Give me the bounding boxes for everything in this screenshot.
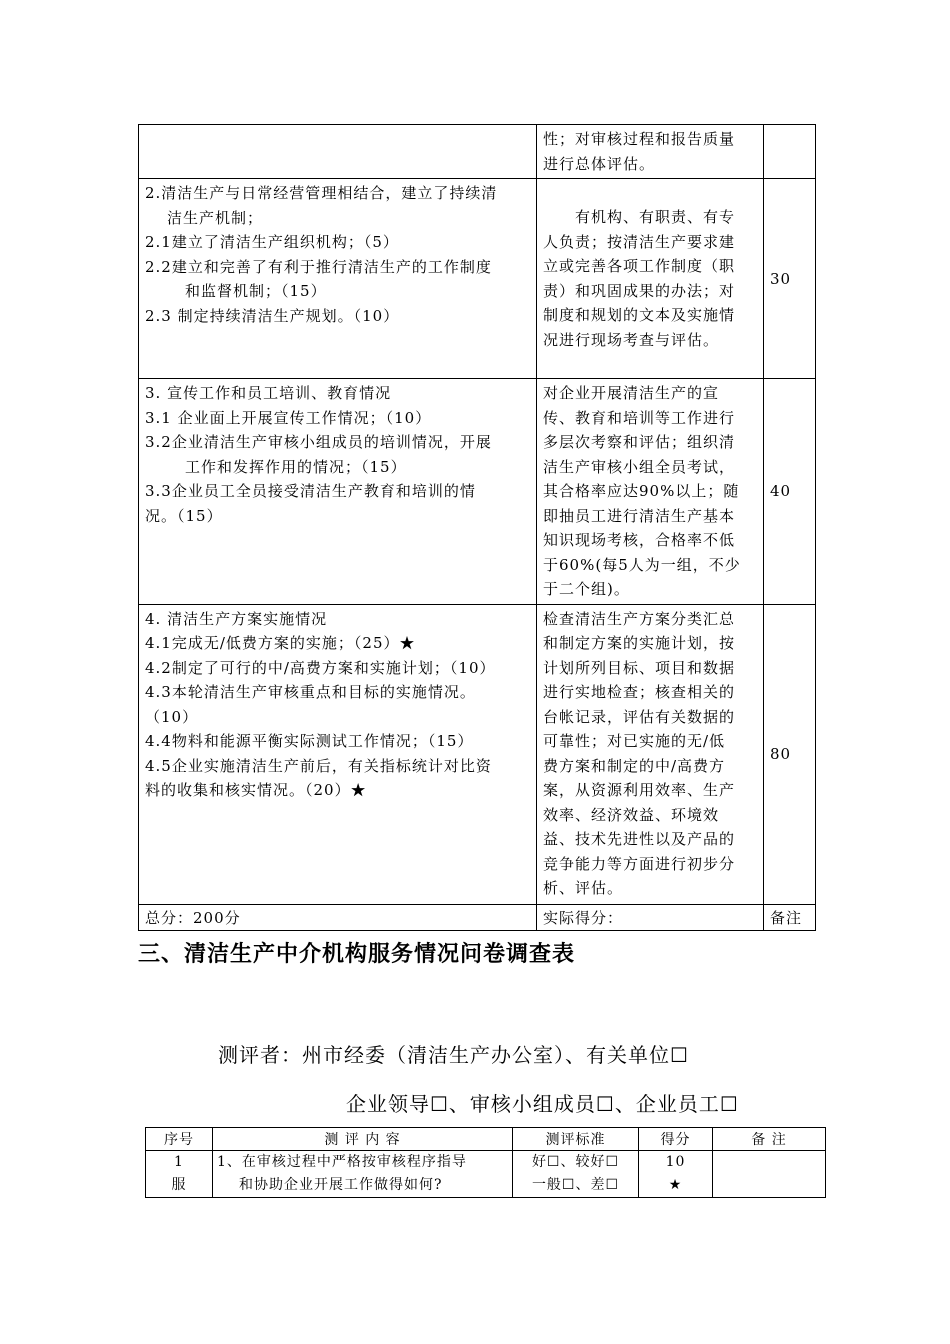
content-cell xyxy=(139,179,537,379)
score-line: 10 xyxy=(665,1154,686,1170)
standard-line: 计划所列目标、项目和数据 xyxy=(543,658,736,677)
content-line: 和协助企业开展工作做得如何? xyxy=(239,1177,443,1193)
index-line: 1 xyxy=(174,1154,184,1170)
standard-line: 对企业开展清洁生产的宣 xyxy=(543,384,720,402)
standard-line: 析、评估。 xyxy=(543,879,624,897)
index-cell xyxy=(146,1151,213,1198)
standard-line: 传、教育和培训等工作进行 xyxy=(543,408,736,427)
content-cell xyxy=(139,125,537,179)
standard-line: 况进行现场考查与评估。 xyxy=(543,330,720,349)
actual-score-cell: 实际得分： xyxy=(537,904,764,930)
standard-line: 进行实地检查；核查相关的 xyxy=(543,683,736,701)
content-line: （10） xyxy=(145,707,199,726)
content-line: 4. 清洁生产方案实施情况 xyxy=(145,609,328,628)
evaluation-table xyxy=(138,124,816,931)
header-remark: 备 注 xyxy=(713,1128,826,1151)
standard-line: 其合格率应达90%以上；随 xyxy=(543,482,740,500)
standard-line: 洁生产审核小组全员考试， xyxy=(543,457,736,476)
content-line: 4.5企业实施清洁生产前后，有关指标统计对比资 xyxy=(145,756,492,775)
content-cell xyxy=(139,379,537,605)
standard-line: 人负责；按清洁生产要求建 xyxy=(543,232,736,251)
content-line: 4.2制定了可行的中/高费方案和实施计划；（10） xyxy=(145,658,496,677)
content-line: 3.1 企业面上开展宣传工作情况；（10） xyxy=(145,408,432,427)
content-line: 2.2建立和完善了有利于推行清洁生产的工作制度 xyxy=(145,257,492,276)
header-content: 测 评 内 容 xyxy=(213,1128,513,1151)
content-line: 3.3企业员工全员接受清洁生产教育和培训的情 xyxy=(145,482,476,500)
index-line: 服 xyxy=(171,1177,187,1193)
star-icon: ★ xyxy=(668,1177,683,1193)
standard-cell xyxy=(537,179,764,379)
standard-line: 即抽员工进行清洁生产基本 xyxy=(543,506,736,525)
standard-line: 于二个组)。 xyxy=(543,580,630,598)
standard-line: 竞争能力等方面进行初步分 xyxy=(543,854,736,873)
standard-cell xyxy=(537,379,764,605)
content-line: 和监督机制；（15） xyxy=(185,282,327,300)
survey-header-row xyxy=(146,1128,826,1151)
section-heading: 三、清洁生产中介机构服务情况问卷调查表 xyxy=(138,942,576,967)
standard-line: 可靠性；对已实施的无/低 xyxy=(543,732,726,750)
total-score-cell: 总分：200分 xyxy=(139,904,537,930)
score-cell: 40 xyxy=(764,379,816,605)
content-line: 2.1建立了清洁生产组织机构；（5） xyxy=(145,233,399,251)
standard-line: 立或完善各项工作制度（职 xyxy=(543,257,736,275)
standard-line: 多层次考察和评估；组织清 xyxy=(543,433,736,451)
content-line: 3. 宣传工作和员工培训、教育情况 xyxy=(145,384,392,402)
table-footer-row xyxy=(139,904,816,930)
standard-line: 好☐、较好☐ xyxy=(531,1154,620,1170)
survey-table xyxy=(145,1127,826,1198)
header-standard: 测评标准 xyxy=(513,1128,639,1151)
standard-line: 制度和规划的文本及实施情 xyxy=(543,306,736,324)
content-line: 况。（15） xyxy=(145,506,223,525)
standard-line: 于60%(每5人为一组，不少 xyxy=(543,555,741,574)
standard-line: 性；对审核过程和报告质量 xyxy=(543,130,736,148)
content-line: 4.3本轮清洁生产审核重点和目标的实施情况。 xyxy=(145,683,476,701)
content-line: 洁生产机制； xyxy=(167,208,264,227)
table-row xyxy=(139,179,816,379)
score-cell: 80 xyxy=(764,604,816,904)
standard-line: 检查清洁生产方案分类汇总 xyxy=(543,609,736,628)
remark-cell: 备注 xyxy=(764,904,816,930)
table-row xyxy=(139,379,816,605)
content-line: 3.2企业清洁生产审核小组成员的培训情况，开展 xyxy=(145,433,492,451)
evaluator-line: 测评者：州市经委（清洁生产办公室）、有关单位☐ xyxy=(218,1043,689,1067)
content-line: 1、在审核过程中严格按审核程序指导 xyxy=(217,1154,467,1170)
content-line: 2.3 制定持续清洁生产规划。（10） xyxy=(145,306,400,325)
table-row xyxy=(146,1151,826,1198)
table-row xyxy=(139,125,816,179)
remark-cell xyxy=(713,1151,826,1198)
content-line: 4.1完成无/低费方案的实施；（25）★ xyxy=(145,634,416,652)
content-line: 工作和发挥作用的情况；（15） xyxy=(185,457,407,476)
standard-line: 益、技术先进性以及产品的 xyxy=(543,830,736,848)
table-row xyxy=(139,604,816,904)
score-cell: 30 xyxy=(764,179,816,379)
standard-line: 和制定方案的实施计划，按 xyxy=(543,634,736,652)
header-score: 得分 xyxy=(639,1128,713,1151)
standard-line: 效率、经济效益、环境效 xyxy=(543,805,720,824)
standard-line: 费方案和制定的中/高费方 xyxy=(543,756,726,775)
content-line: 2.清洁生产与日常经营管理相结合，建立了持续清 xyxy=(145,184,498,202)
content-cell xyxy=(213,1151,513,1198)
evaluator-line: 企业领导☐、审核小组成员☐、企业员工☐ xyxy=(346,1092,739,1116)
score-cell xyxy=(639,1151,713,1198)
content-line: 4.4物料和能源平衡实际测试工作情况；（15） xyxy=(145,732,474,750)
content-line: 料的收集和核实情况。（20）★ xyxy=(145,781,367,799)
header-index: 序号 xyxy=(146,1128,213,1151)
standard-line: 台帐记录，评估有关数据的 xyxy=(543,707,736,726)
standard-cell xyxy=(537,604,764,904)
standard-line: 一般☐、差☐ xyxy=(531,1177,620,1193)
score-cell xyxy=(764,125,816,179)
standard-line: 有机构、有职责、有专 xyxy=(575,208,736,226)
standard-line: 案，从资源利用效率、生产 xyxy=(543,781,736,799)
standard-line: 责）和巩固成果的办法；对 xyxy=(543,281,736,300)
standard-line: 进行总体评估。 xyxy=(543,154,656,173)
standard-line: 知识现场考核，合格率不低 xyxy=(543,531,736,549)
standard-cell xyxy=(537,125,764,179)
standard-cell xyxy=(513,1151,639,1198)
content-cell xyxy=(139,604,537,904)
